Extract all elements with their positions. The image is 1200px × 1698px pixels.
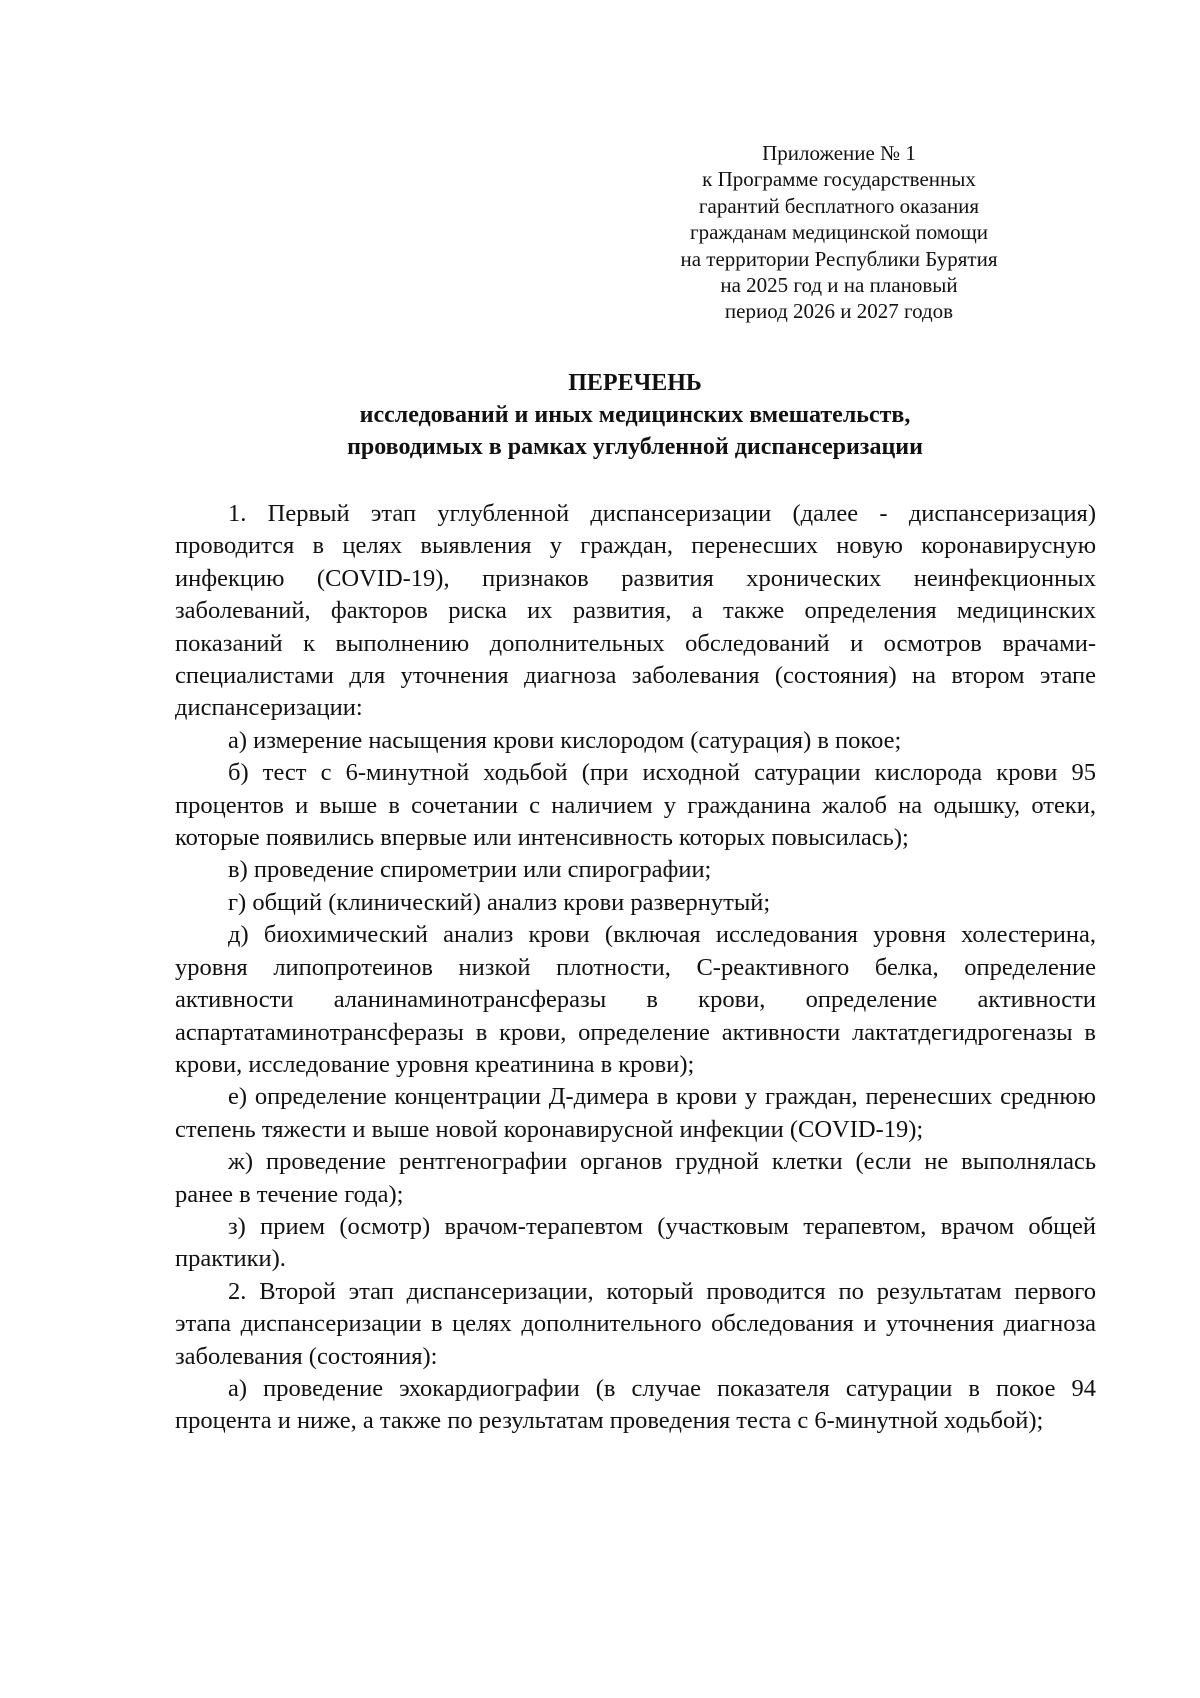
list-item: г) общий (клинический) анализ крови развернутый; <box>228 888 771 916</box>
title-subtitle-line: проводимых в рамках углубленной диспансеризации <box>347 434 923 460</box>
appendix-line: гарантий бесплатного оказания <box>698 193 980 218</box>
list-item: з) прием (осмотр) врачом-терапевтом (участковым терапевтом, врачом общей практики). <box>175 1212 1096 1273</box>
appendix-line: Приложение № 1 <box>762 141 916 165</box>
list-item: в) проведение спирометрии или спирографии; <box>228 856 712 884</box>
list-item: е) определение концентрации Д-димера в крови у граждан, перенесших среднюю степень тяжести и выше новой коронавирусной инфекции (COVID-19); <box>175 1083 1096 1143</box>
list-item: а) проведение эхокардиографии (в случае показателя сатурации в покое 94 процента и ниже, а также по результатам проведения теста с 6-минутной ходьбой); <box>175 1374 1096 1435</box>
appendix-header <box>620 140 1058 325</box>
list-item: ж) проведение рентгенографии органов грудной клетки (если не выполнялась ранее в течение года); <box>175 1148 1096 1208</box>
list-item: д) биохимический анализ крови (включая исследования уровня холестерина, уровня липопротеинов низкой плотности, С-реактивного белка, определение активности аланинаминотрансферазы в крови, определение активности аспартатаминотрансферазы в крови, определение активности лактатдегидрогеназы в крови, исследование уровня креатинина в крови); <box>175 921 1096 1078</box>
paragraph: 2. Второй этап диспансеризации, который проводится по результатам первого этапа диспансеризации в целях дополнительного обследования и уточнения диагноза заболевания (состояния): <box>175 1277 1096 1370</box>
appendix-line: период 2026 и 2027 годов <box>724 299 954 324</box>
appendix-line: гражданам медицинской помощи <box>690 220 988 245</box>
title-subtitle-line: исследований и иных медицинских вмешательств, <box>359 402 911 428</box>
appendix-line: на территории Республики Бурятия <box>680 246 998 271</box>
appendix-line: на 2025 год и на плановый <box>720 273 958 298</box>
list-item: а) измерение насыщения крови кислородом (сатурация) в покое; <box>228 726 902 754</box>
paragraph: 1. Первый этап углубленной диспансеризации (далее - диспансеризация) проводится в целях выявления у граждан, перенесших новую коронавирусную инфекцию (COVID-19), признаков развития хронических неинфекционных заболеваний, факторов риска их развития, а также определения медицинских показаний к выполнению дополнительных обследований и осмотров врачами-специалистами для уточнения диагноза заболевания (состояния) на втором этапе диспансеризации: <box>175 500 1096 722</box>
appendix-line: к Программе государственных <box>702 167 976 192</box>
list-item: б) тест с 6-минутной ходьбой (при исходной сатурации кислорода крови 95 процентов и выше в сочетании с наличием у гражданина жалоб на одышку, отеки, которые появились впервые или интенсивность которых повысилась); <box>175 759 1096 852</box>
title-heading: ПЕРЕЧЕНЬ <box>568 370 702 396</box>
document-body <box>175 498 1096 1438</box>
document-title <box>170 367 1100 463</box>
